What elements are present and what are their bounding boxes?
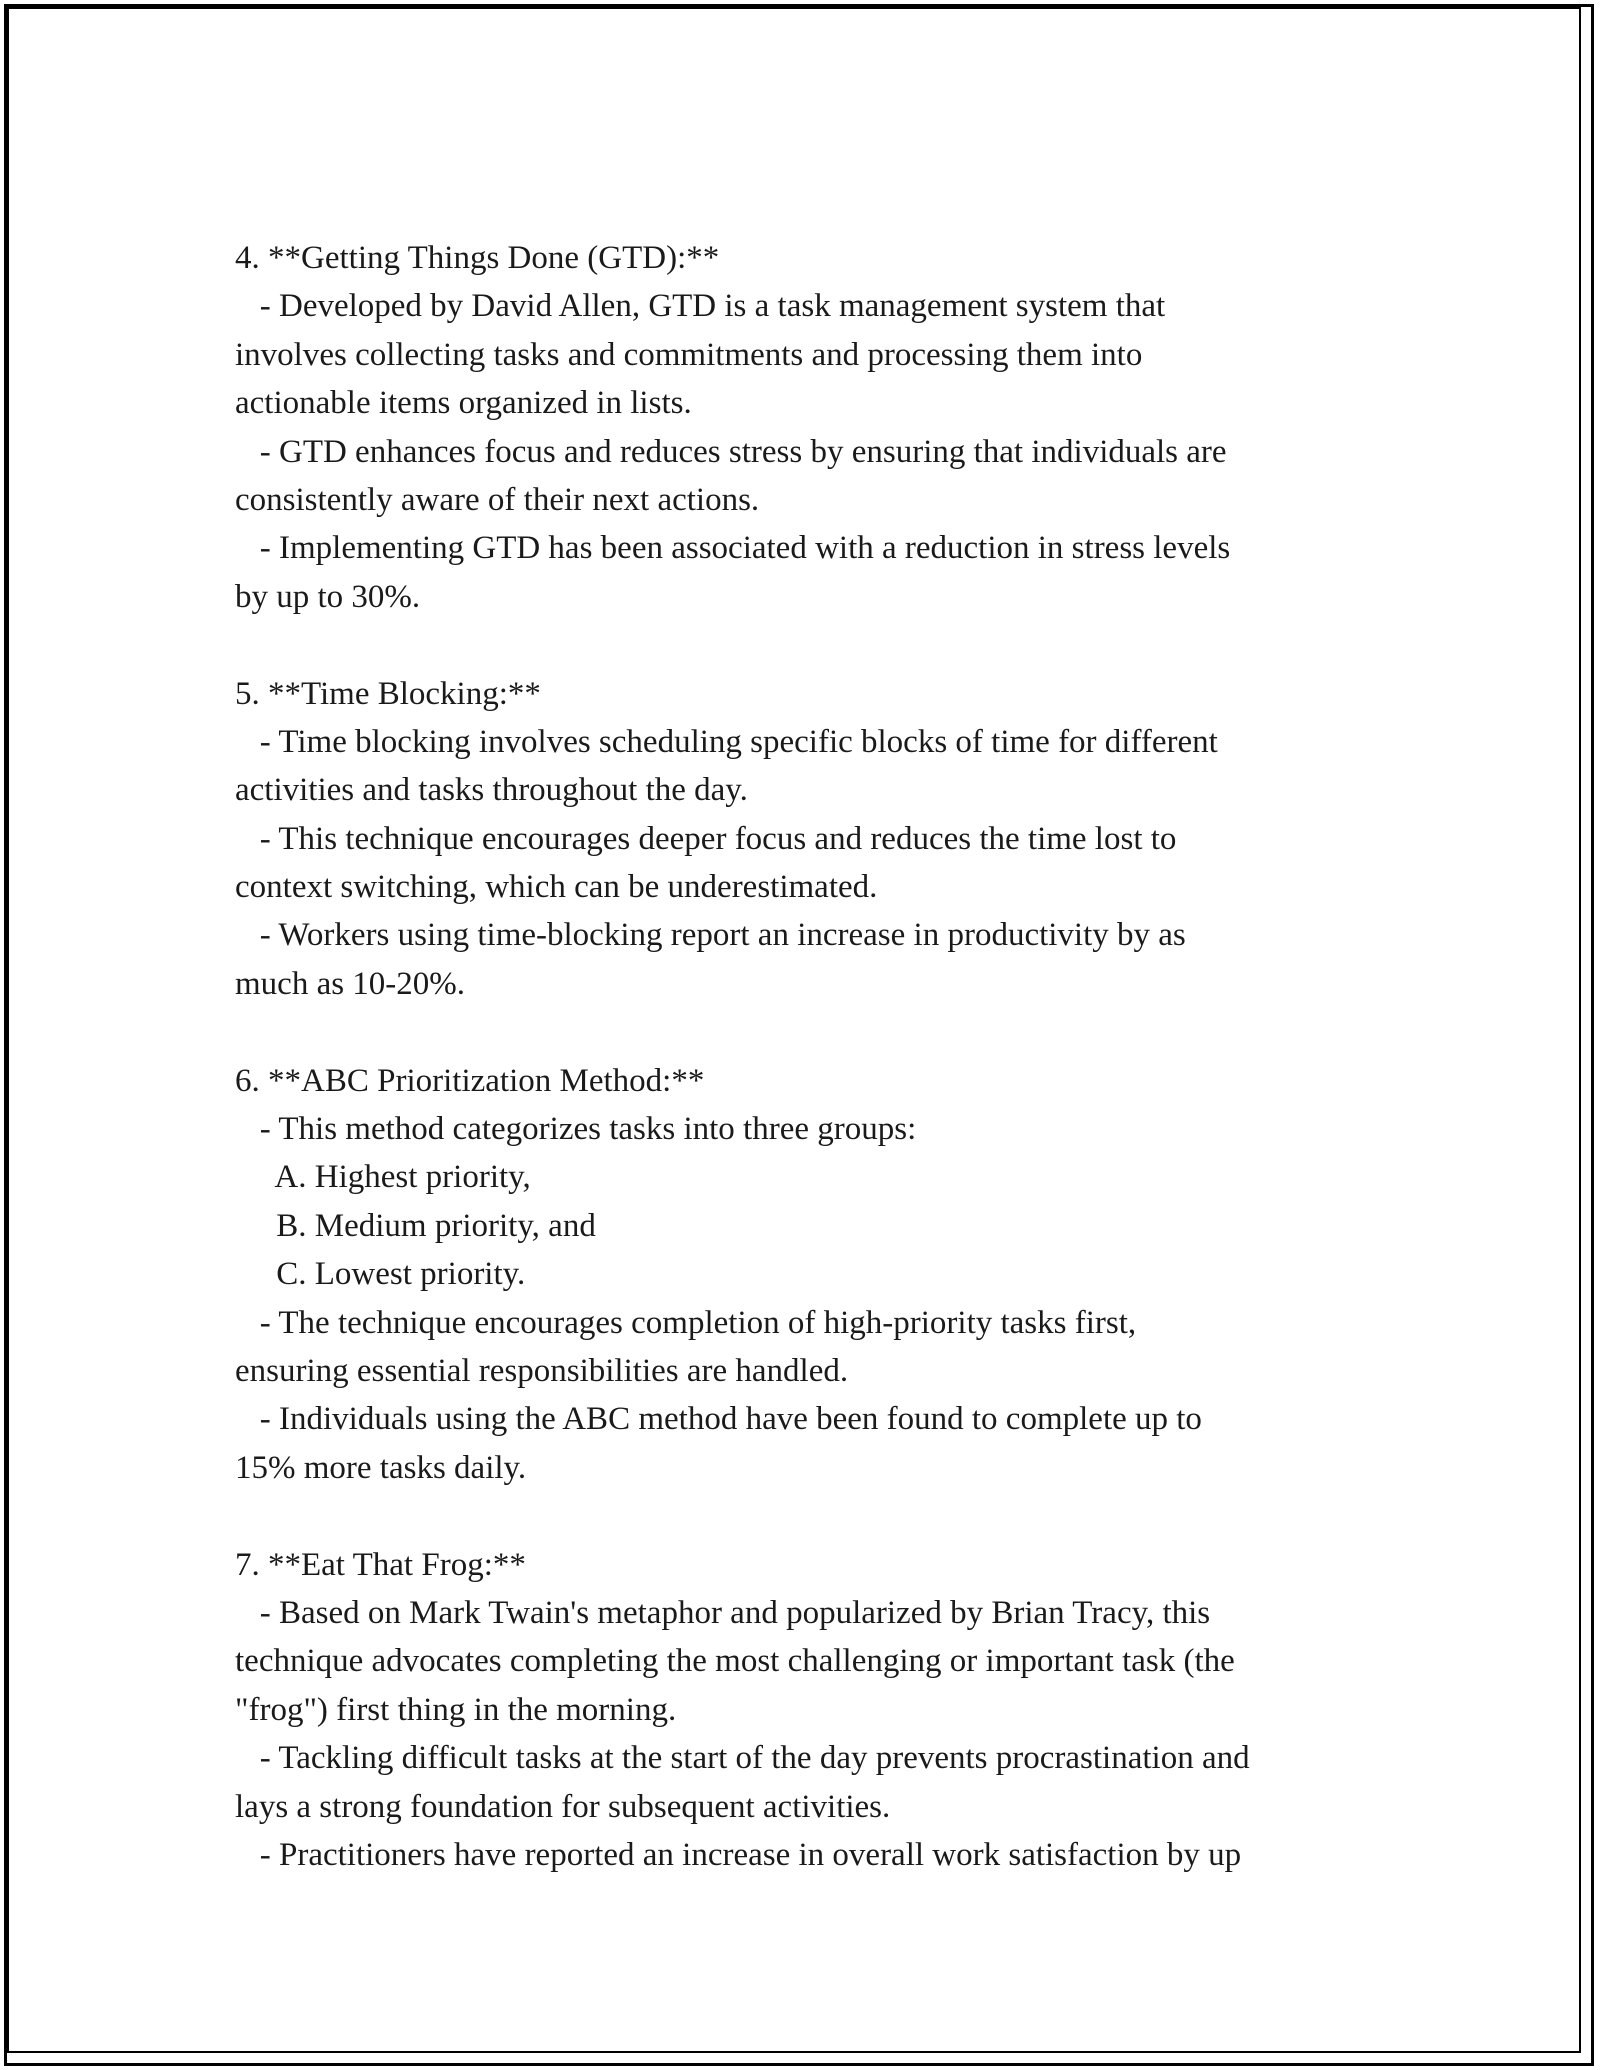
text-line: - This technique encourages deeper focus and reduces the time lost to <box>235 820 1177 857</box>
text-line: - Implementing GTD has been associated with a reduction in stress levels <box>235 530 1231 567</box>
text-line: - Workers using time-blocking report an increase in productivity by as <box>235 917 1186 954</box>
text-line: 4. **Getting Things Done (GTD):** <box>235 240 720 276</box>
text-line: 5. **Time Blocking:** <box>235 675 541 712</box>
text-line: 6. **ABC Prioritization Method:** <box>235 1062 705 1099</box>
text-line: actionable items organized in lists. <box>235 385 692 422</box>
text-line: "frog") first thing in the morning. <box>235 1691 677 1728</box>
text-line: - Developed by David Allen, GTD is a task management system that <box>235 288 1166 325</box>
document-body <box>235 234 1395 1879</box>
blank-line <box>235 1492 1395 1540</box>
text-line: - Tackling difficult tasks at the start of the day prevents procrastination and <box>235 1740 1250 1777</box>
text-line: - Individuals using the ABC method have been found to complete up to <box>235 1401 1202 1438</box>
text-line: technique advocates completing the most challenging or important task (the <box>235 1643 1235 1680</box>
text-line: - GTD enhances focus and reduces stress by ensuring that individuals are <box>235 433 1227 470</box>
text-line: much as 10-20%. <box>235 965 466 1002</box>
blank-line <box>235 1008 1395 1056</box>
text-line: - This method categorizes tasks into three groups: <box>235 1111 917 1148</box>
text-line: A. Highest priority, <box>235 1159 531 1196</box>
text-line: B. Medium priority, and <box>235 1207 596 1244</box>
text-line: by up to 30%. <box>235 578 421 615</box>
text-line: - Based on Mark Twain's metaphor and popularized by Brian Tracy, this <box>235 1594 1211 1631</box>
text-line: C. Lowest priority. <box>235 1256 526 1293</box>
text-line: 15% more tasks daily. <box>235 1449 527 1486</box>
text-line: 7. **Eat That Frog:** <box>235 1546 526 1583</box>
text-line: - The technique encourages completion of high-priority tasks first, <box>235 1304 1137 1341</box>
blank-line <box>235 621 1395 669</box>
text-line: lays a strong foundation for subsequent activities. <box>235 1788 891 1825</box>
text-line: context switching, which can be underestimated. <box>235 869 878 906</box>
text-line: involves collecting tasks and commitments and processing them into <box>235 336 1143 373</box>
text-line: consistently aware of their next actions. <box>235 481 760 518</box>
text-line: ensuring essential responsibilities are handled. <box>235 1352 849 1389</box>
text-line: - Time blocking involves scheduling specific blocks of time for different <box>235 723 1218 760</box>
text-line: - Practitioners have reported an increase in overall work satisfaction by up <box>235 1836 1242 1873</box>
text-line: activities and tasks throughout the day. <box>235 772 748 809</box>
